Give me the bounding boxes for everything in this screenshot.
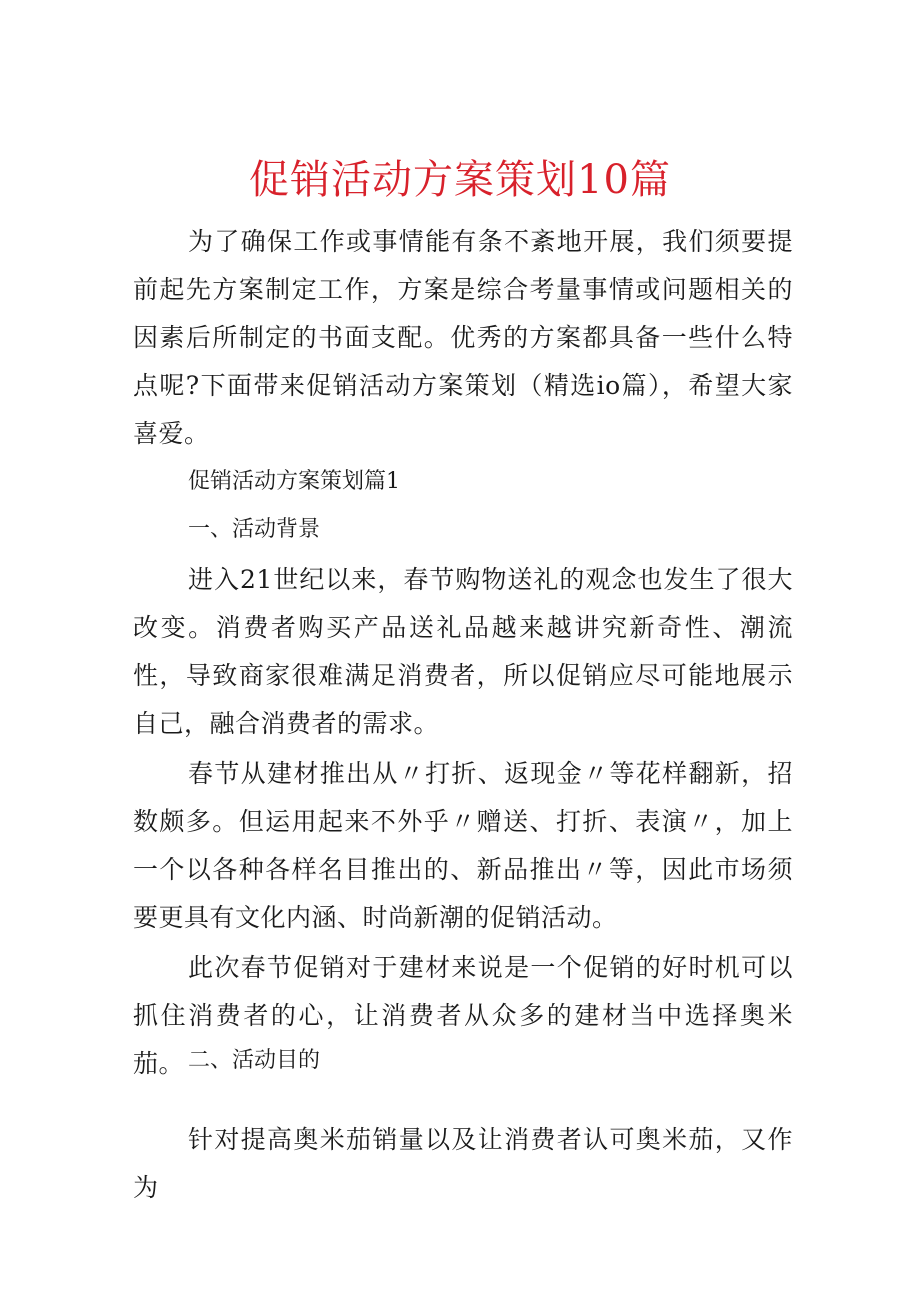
intro-paragraph: 为了确保工作或事情能有条不紊地开展，我们须要提前起先方案制定工作，方案是综合考量事情或问题相关的因素后所制定的书面支配。优秀的方案都具备一些什么特点呢?下面带来促销活动方案策划（精选io篇），希望大家喜爱。 xyxy=(133,227,793,448)
paragraph-background-1: 进入21世纪以来，春节购物送礼的观念也发生了很大改变。消费者购买产品送礼品越来越讲究新奇性、潮流性，导致商家很难满足消费者，所以促销应尽可能地展示自己，融合消费者的需求。 xyxy=(133,565,793,738)
paragraph-background-3: 此次春节促销对于建材来说是一个促销的好时机可以抓住消费者的心，让消费者从众多的建材当中选择奥米茄。 xyxy=(133,953,793,1078)
paragraph-background-2: 春节从建材推出从〃打折、返现金〃等花样翻新，招数颇多。但运用起来不外乎〃赠送、打折、表演〃，加上一个以各种各样名目推出的、新品推出〃等，因此市场须要更具有文化内涵、时尚新潮的促销活动。 xyxy=(133,759,793,932)
document-title: 促销活动方案策划10篇 xyxy=(249,157,671,203)
section-title: 促销活动方案策划篇1 xyxy=(188,469,400,494)
paragraph-purpose-1: 针对提高奥米茄销量以及让消费者认可奥米茄，又作为 xyxy=(133,1125,793,1202)
heading-activity-purpose: 二、活动目的 xyxy=(188,1048,321,1073)
heading-activity-background: 一、活动背景 xyxy=(188,517,321,542)
